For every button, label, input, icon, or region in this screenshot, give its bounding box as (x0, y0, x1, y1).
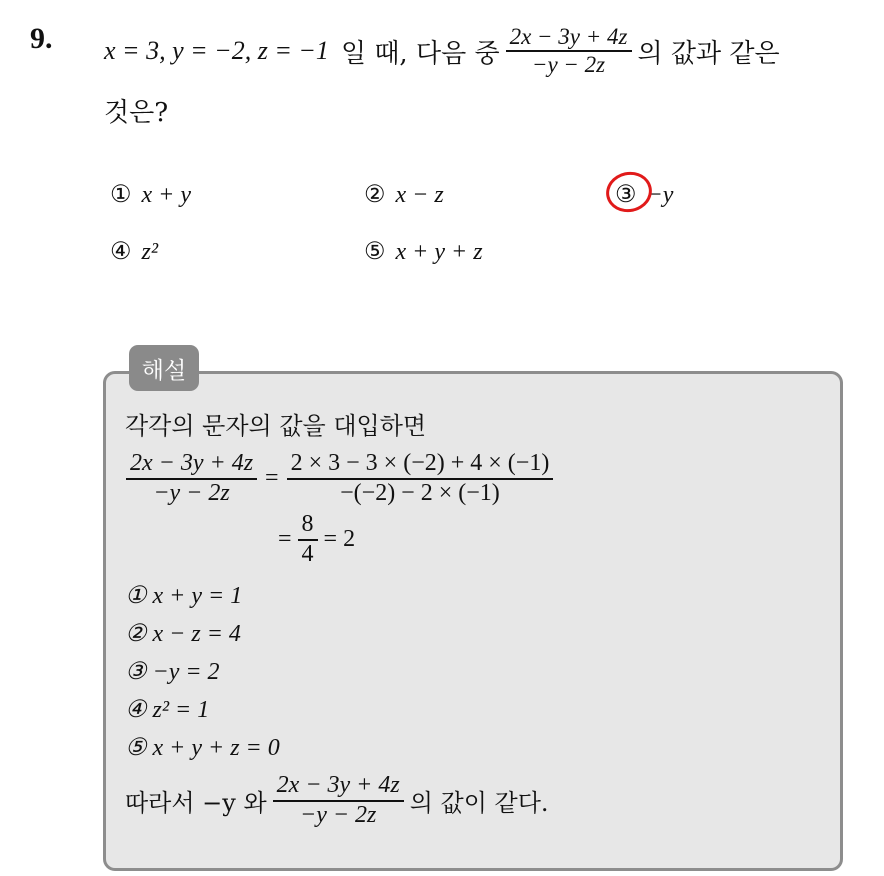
question-values: x = 3, y = −2, z = −1 (104, 36, 329, 66)
question-number: 9. (30, 22, 53, 55)
eq2-fraction (298, 511, 318, 568)
option-2-marker: ② (364, 182, 386, 208)
conclusion-suffix: 의 값이 같다. (409, 789, 549, 818)
question-line-2: 것은? (104, 98, 169, 128)
option-4-expr: z² (141, 239, 159, 265)
question-korean-suffix: 의 값과 같은 (637, 38, 780, 69)
option-3-expr: −y (646, 182, 674, 208)
solution-line-2: ② x − z = 4 (125, 621, 241, 647)
option-5[interactable] (364, 237, 483, 266)
eq2-result: = 2 (323, 526, 356, 553)
solution-intro: 각각의 문자의 값을 대입하면 (125, 412, 427, 440)
option-4-marker: ④ (110, 239, 132, 265)
option-2-expr: x − z (395, 182, 444, 208)
solution-tag: 해설 (129, 345, 199, 391)
eq2-equals: = (278, 526, 292, 553)
conclusion-prefix: 따라서 −y 와 (125, 789, 267, 818)
conclusion-denominator: −y − 2z (300, 801, 377, 828)
solution-equation-1 (126, 450, 553, 507)
eq1-lhs-denominator: −y − 2z (153, 479, 230, 506)
solution-equation-2 (278, 511, 355, 568)
question-fraction-numerator: 2x − 3y + 4z (506, 24, 632, 52)
option-4[interactable] (110, 237, 158, 266)
eq2-numerator: 8 (298, 511, 318, 541)
eq1-equals: = (265, 465, 279, 492)
solution-line-1: ① x + y = 1 (125, 583, 243, 609)
eq1-lhs-numerator: 2x − 3y + 4z (126, 450, 257, 480)
option-1-marker: ① (110, 182, 132, 208)
eq1-rhs-numerator: 2 × 3 − 3 × (−2) + 4 × (−1) (287, 450, 554, 480)
question-fraction-denominator: −y − 2z (531, 52, 606, 78)
conclusion-fraction (273, 772, 404, 829)
solution-line-3: ③ −y = 2 (125, 659, 220, 685)
conclusion-numerator: 2x − 3y + 4z (273, 772, 404, 802)
option-1-expr: x + y (141, 182, 192, 208)
option-2[interactable] (364, 180, 444, 209)
solution-conclusion (125, 772, 549, 829)
eq1-lhs-fraction (126, 450, 257, 507)
eq2-denominator: 4 (301, 540, 314, 567)
eq1-rhs-denominator: −(−2) − 2 × (−1) (340, 479, 500, 506)
question-line-1 (104, 24, 780, 79)
answer-circle-mark (602, 168, 655, 217)
question-korean-when: 일 때, 다음 중 (340, 38, 500, 69)
option-5-expr: x + y + z (395, 239, 483, 265)
solution-line-4: ④ z² = 1 (125, 697, 210, 723)
question-fraction (506, 24, 632, 79)
eq1-rhs-fraction (287, 450, 554, 507)
option-5-marker: ⑤ (364, 239, 386, 265)
option-3-marker: ③ (615, 182, 637, 208)
solution-line-5: ⑤ x + y + z = 0 (125, 735, 280, 761)
option-1[interactable] (110, 180, 191, 209)
